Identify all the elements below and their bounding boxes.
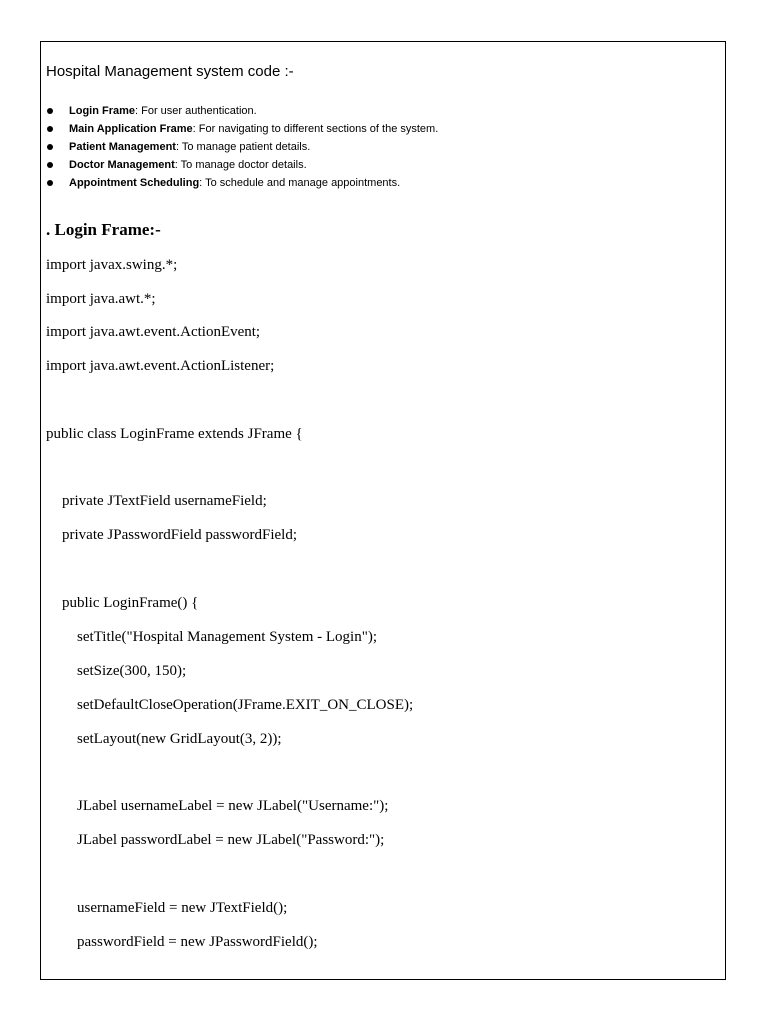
code-line: import java.awt.event.ActionEvent; (46, 324, 261, 340)
bullet-term: Main Application Frame (69, 123, 193, 135)
bullet-icon (47, 144, 53, 150)
list-item (46, 156, 438, 174)
bullet-description: : For user authentication. (135, 105, 257, 117)
list-item (46, 102, 438, 120)
bullet-term: Patient Management (69, 141, 176, 153)
bullet-term: Login Frame (69, 105, 136, 117)
code-line: private JTextField usernameField; (62, 493, 267, 509)
code-line: private JPasswordField passwordField; (62, 527, 297, 543)
code-line: setTitle("Hospital Management System - Login"); (77, 629, 377, 645)
code-line: setSize(300, 150); (77, 663, 187, 679)
code-line: setLayout(new GridLayout(3, 2)); (77, 731, 282, 747)
list-item (46, 174, 438, 192)
bullet-icon (47, 126, 53, 132)
list-item (46, 138, 438, 156)
bullet-icon (47, 162, 53, 168)
list-item (46, 120, 438, 138)
code-line: JLabel passwordLabel = new JLabel("Password:"); (77, 832, 385, 848)
feature-list (46, 102, 438, 192)
code-line: passwordField = new JPasswordField(); (77, 934, 318, 950)
section-heading: . Login Frame:- (46, 220, 161, 239)
bullet-description: : To schedule and manage appointments. (199, 177, 401, 189)
bullet-term: Appointment Scheduling (69, 177, 200, 189)
bullet-term: Doctor Management (69, 159, 175, 171)
bullet-description: : To manage patient details. (175, 141, 311, 153)
bullet-icon (47, 108, 53, 114)
code-line: import java.awt.*; (46, 291, 156, 307)
code-line: public LoginFrame() { (62, 595, 199, 611)
code-line: public class LoginFrame extends JFrame { (46, 426, 303, 442)
code-line: usernameField = new JTextField(); (77, 900, 288, 916)
bullet-description: : To manage doctor details. (174, 159, 307, 171)
code-line: import javax.swing.*; (46, 257, 178, 273)
bullet-icon (47, 180, 53, 186)
bullet-description: : For navigating to different sections of the system. (192, 123, 439, 135)
code-line: import java.awt.event.ActionListener; (46, 358, 275, 374)
code-line: setDefaultCloseOperation(JFrame.EXIT_ON_CLOSE); (77, 697, 414, 713)
document-title: Hospital Management system code :- (46, 63, 294, 80)
code-line: JLabel usernameLabel = new JLabel("Username:"); (77, 798, 389, 814)
